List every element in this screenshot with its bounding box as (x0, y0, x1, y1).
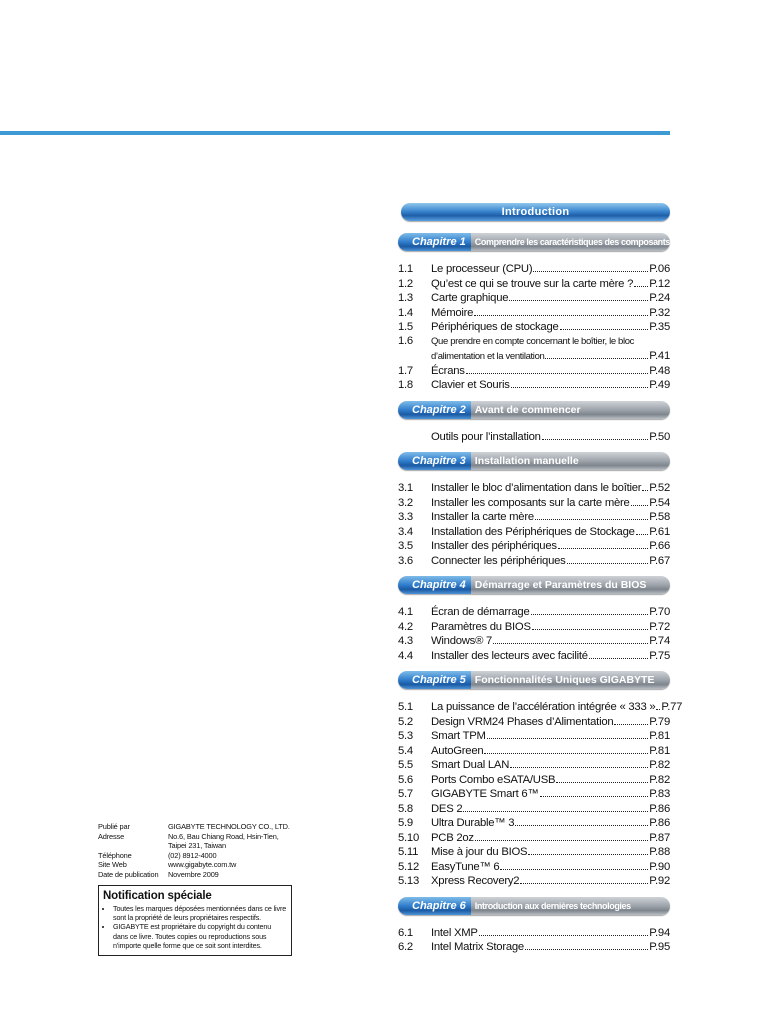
dot-leader (500, 860, 648, 870)
entry-page: P.72 (649, 620, 670, 633)
entry-number: 3.2 (398, 496, 413, 509)
dot-leader (558, 539, 648, 549)
publication-label: Date de publication (98, 869, 159, 879)
notice-item: • Toutes les marques déposées mentionnées dans ce livre sont la propriété de leurs propriétaires respectifs. (113, 904, 287, 923)
entry-title: Intel Matrix Storage (431, 941, 524, 953)
chapter-title: Installation manuelle (474, 455, 579, 467)
toc-entry[interactable] (398, 831, 670, 846)
notice-list (103, 904, 287, 951)
toc-entry[interactable] (398, 816, 670, 831)
chapter-number: Chapitre 5 (398, 671, 471, 689)
entry-title: d’alimentation et la ventilation (431, 351, 545, 362)
entry-title: Carte graphique (431, 292, 509, 304)
entry-title: Écrans (431, 364, 465, 377)
publication-value: (02) 8912-4000 (168, 850, 217, 860)
chapter-list (398, 233, 683, 955)
dot-leader (531, 605, 649, 615)
toc-entry[interactable] (398, 649, 670, 664)
dot-leader (631, 496, 649, 506)
chapter-5-banner[interactable] (398, 671, 670, 689)
entry-page: P.49 (649, 379, 670, 391)
entry-number: 5.4 (398, 744, 413, 757)
table-of-contents (398, 203, 683, 963)
publication-label: Publié par (98, 822, 130, 831)
entry-number: 1.3 (398, 292, 413, 304)
toc-entry[interactable] (398, 320, 670, 335)
publication-table (98, 822, 292, 880)
chapter-3-entries (398, 481, 670, 568)
toc-entry[interactable] (398, 700, 683, 715)
entry-page: P.12 (649, 277, 670, 290)
toc-entry[interactable] (398, 845, 670, 860)
publication-info (98, 822, 292, 956)
entry-number: 3.4 (398, 525, 413, 538)
entry-title: Windows® 7 (431, 635, 493, 647)
entry-number: 5.8 (398, 802, 413, 815)
entry-title: Installer des lecteurs avec facilité (431, 649, 588, 662)
chapter-title: Avant de commencer (474, 403, 581, 416)
toc-entry[interactable] (398, 874, 670, 889)
toc-entry[interactable] (398, 605, 670, 620)
toc-entry[interactable] (398, 496, 670, 511)
entry-title: Intel XMP (431, 926, 478, 939)
chapter-number: Chapitre 3 (398, 452, 471, 470)
entry-title: Design VRM24 Phases d’Alimentation (431, 715, 614, 728)
chapter-title: Fonctionnalités Uniques GIGABYTE (474, 674, 655, 686)
entry-number: 5.5 (398, 759, 413, 771)
toc-entry[interactable] (398, 306, 670, 321)
dot-leader (542, 430, 649, 440)
publication-value: No.6, Bau Chiang Road, Hsin-Tien, Taipei 231, Taiwan (168, 831, 279, 851)
entry-number: 4.4 (398, 649, 413, 662)
toc-entry[interactable] (398, 758, 670, 773)
toc-entry[interactable] (398, 277, 670, 292)
entry-number: 3.3 (398, 511, 413, 523)
special-notice-box (98, 885, 292, 956)
entry-title: Paramètres du BIOS (431, 620, 531, 633)
publication-label: Téléphone (98, 850, 132, 860)
chapter-5-entries (398, 700, 683, 889)
entry-number: 6.1 (398, 926, 413, 939)
dot-leader (510, 758, 648, 768)
entry-page: P.87 (649, 831, 670, 844)
entry-page: P.81 (649, 730, 670, 742)
entry-number: 1.4 (398, 306, 413, 319)
dot-leader (479, 926, 648, 936)
entry-page: P.75 (649, 649, 670, 662)
toc-entry[interactable] (398, 364, 670, 379)
entry-page: P.41 (649, 350, 670, 362)
entry-number: 3.6 (398, 554, 413, 567)
toc-entry[interactable] (398, 262, 670, 277)
entry-page: P.82 (649, 759, 670, 771)
toc-entry[interactable] (398, 554, 670, 569)
entry-title: GIGABYTE Smart 6™ (431, 788, 539, 800)
dot-leader (533, 262, 648, 272)
dot-leader (511, 378, 649, 388)
chapter-1-entries (398, 262, 670, 393)
dot-leader (520, 874, 648, 884)
chapter-2-banner[interactable] (398, 401, 670, 419)
publication-row (98, 832, 292, 851)
entry-title: Installer le bloc d’alimentation dans le boîtier (431, 482, 642, 494)
dot-leader (560, 320, 649, 330)
entry-page: P.70 (649, 606, 670, 618)
entry-page: P.86 (649, 802, 670, 815)
publication-label: Site Web (98, 860, 127, 870)
dot-leader (487, 729, 649, 739)
entry-number: 5.1 (398, 701, 413, 713)
entry-page: P.74 (649, 635, 670, 647)
toc-entry[interactable] (398, 729, 670, 744)
entry-page: P.77 (661, 701, 683, 713)
entry-title: DES 2 (431, 802, 463, 815)
introduction-banner[interactable] (401, 203, 670, 221)
chapter-4-entries (398, 605, 670, 663)
toc-entry[interactable] (398, 291, 670, 306)
toc-entry[interactable] (398, 539, 670, 554)
dot-leader (475, 831, 648, 841)
entry-page: P.32 (649, 306, 670, 319)
entry-title: Qu’est ce qui se trouve sur la carte mère ? (431, 277, 634, 290)
entry-page: P.94 (649, 926, 670, 939)
notice-title: Notification spéciale (103, 889, 212, 902)
entry-title: Que prendre en compte concernant le boîtier, le bloc (431, 335, 635, 347)
dot-leader (656, 700, 660, 710)
chapter-title: Comprendre les caractéristiques des composants (474, 237, 670, 247)
dot-leader (614, 715, 648, 725)
chapter-3-banner[interactable] (398, 452, 670, 470)
entry-title: Installer des périphériques (431, 540, 557, 552)
entry-number: 5.13 (398, 875, 419, 887)
entry-title: Xpress Recovery2 (431, 875, 520, 887)
toc-entry[interactable] (398, 773, 670, 788)
toc-entry[interactable] (398, 481, 670, 496)
publication-label: Adresse (98, 831, 125, 841)
dot-leader (532, 620, 648, 630)
dot-leader (484, 744, 648, 754)
chapter-title: Démarrage et Paramètres du BIOS (474, 579, 647, 591)
publication-value: www.gigabyte.com.tw (168, 860, 237, 870)
dot-leader (642, 481, 648, 491)
entry-number: 5.6 (398, 773, 413, 786)
entry-number: 6.2 (398, 941, 413, 953)
entry-page: P.82 (649, 773, 670, 786)
toc-entry[interactable] (398, 620, 670, 635)
entry-page: P.66 (649, 540, 670, 552)
chapter-title: Introduction aux dernières technologies (474, 900, 631, 911)
toc-entry[interactable] (398, 430, 670, 445)
dot-leader (493, 634, 648, 644)
entry-number: 3.5 (398, 540, 413, 552)
chapter-number: Chapitre 6 (398, 897, 471, 915)
entry-number: 4.2 (398, 620, 413, 633)
entry-number: 5.11 (398, 846, 419, 858)
entry-number: 4.1 (398, 606, 413, 618)
dot-leader (636, 525, 649, 535)
dot-leader (509, 291, 648, 301)
entry-title: Installer la carte mère (431, 511, 534, 523)
toc-entry[interactable] (398, 335, 670, 350)
entry-page: P.81 (649, 744, 670, 757)
toc-entry[interactable] (398, 715, 670, 730)
entry-number: 1.5 (398, 321, 413, 333)
header-rule (0, 131, 670, 135)
entry-number: 5.3 (398, 730, 413, 742)
entry-number: 5.12 (398, 860, 419, 873)
entry-number: 5.7 (398, 788, 413, 800)
publication-row (98, 860, 292, 870)
entry-number: 5.10 (398, 831, 419, 844)
dot-leader (474, 306, 648, 316)
dot-leader (634, 277, 648, 287)
entry-page: P.90 (649, 860, 670, 873)
entry-page: P.48 (649, 364, 670, 377)
entry-title: Écran de démarrage (431, 606, 530, 618)
toc-entry[interactable] (398, 860, 670, 875)
dot-leader (463, 802, 648, 812)
dot-leader (556, 773, 648, 783)
entry-title: EasyTune™ 6 (431, 860, 500, 873)
entry-title: Clavier et Souris (431, 379, 510, 391)
entry-page: P.58 (649, 511, 670, 523)
entry-number: 5.2 (398, 715, 413, 728)
entry-number: 3.1 (398, 482, 413, 494)
introduction-label: Introduction (501, 206, 570, 218)
entry-title: Périphériques de stockage (431, 321, 559, 333)
dot-leader (589, 649, 648, 659)
dot-leader (545, 349, 648, 359)
publication-value: Novembre 2009 (168, 869, 219, 879)
entry-title: La puissance de l’accélération intégrée « 333 » (431, 701, 656, 713)
toc-entry[interactable] (398, 787, 670, 802)
entry-title: Ultra Durable™ 3 (431, 817, 515, 829)
entry-title: Smart Dual LAN (431, 759, 510, 771)
toc-entry[interactable] (398, 940, 670, 955)
toc-entry[interactable] (398, 525, 670, 540)
toc-entry[interactable] (398, 802, 670, 817)
chapter-4-banner[interactable] (398, 576, 670, 594)
notice-item: • GIGABYTE est propriétaire du copyright du contenu dans ce livre. Toutes copies ou reproductions sous n'importe quelle forme que ce soit sont interdites. (113, 922, 287, 950)
entry-page: P.54 (649, 496, 670, 509)
dot-leader (515, 816, 648, 826)
entry-page: P.35 (649, 321, 670, 333)
toc-entry[interactable] (398, 378, 670, 393)
dot-leader (525, 940, 648, 950)
toc-entry[interactable] (398, 926, 670, 941)
chapter-2-entries (398, 430, 670, 445)
chapter-6-entries (398, 926, 670, 955)
publication-value: GIGABYTE TECHNOLOGY CO., LTD. (168, 822, 290, 831)
entry-page: P.83 (649, 788, 670, 800)
dot-leader (567, 554, 649, 564)
chapter-number: Chapitre 4 (398, 576, 471, 594)
toc-entry[interactable] (398, 349, 670, 364)
chapter-1-banner[interactable] (398, 233, 670, 251)
entry-page: P.88 (649, 846, 670, 858)
entry-number: 1.2 (398, 277, 413, 290)
toc-entry[interactable] (398, 744, 670, 759)
chapter-6-banner[interactable] (398, 897, 670, 915)
entry-title: Smart TPM (431, 730, 486, 742)
entry-number: 1.1 (398, 263, 413, 275)
entry-page: P.92 (649, 875, 670, 887)
dot-leader (466, 364, 649, 374)
dot-leader (540, 787, 649, 797)
entry-page: P.95 (649, 941, 670, 953)
entry-page: P.79 (649, 715, 670, 728)
entry-title: Mise à jour du BIOS (431, 846, 528, 858)
entry-page: P.06 (649, 263, 670, 275)
chapter-number: Chapitre 1 (398, 233, 471, 251)
entry-number: 4.3 (398, 635, 413, 647)
publication-row (98, 851, 292, 861)
entry-page: P.61 (649, 525, 670, 538)
entry-page: P.67 (649, 554, 670, 567)
toc-entry[interactable] (398, 634, 670, 649)
entry-title: Outils pour l’installation (431, 430, 541, 443)
entry-number: 1.7 (398, 364, 413, 377)
entry-page: P.52 (649, 482, 670, 494)
entry-title: Connecter les périphériques (431, 554, 566, 567)
dot-leader (535, 510, 648, 520)
entry-page: P.24 (649, 292, 670, 304)
entry-title: Mémoire (431, 306, 474, 319)
entry-page: P.50 (649, 430, 670, 443)
toc-entry[interactable] (398, 510, 670, 525)
entry-title: Le processeur (CPU) (431, 263, 533, 275)
entry-number: 5.9 (398, 817, 413, 829)
entry-title: Installer les composants sur la carte mère (431, 496, 630, 509)
dot-leader (528, 845, 648, 855)
entry-number: 1.8 (398, 379, 413, 391)
entry-title: Ports Combo eSATA/USB (431, 773, 556, 786)
entry-title: AutoGreen (431, 744, 484, 757)
entry-number: 1.6 (398, 334, 413, 347)
entry-title: PCB 2oz (431, 831, 474, 844)
publication-row (98, 822, 292, 832)
publication-row (98, 870, 292, 880)
chapter-number: Chapitre 2 (398, 401, 471, 419)
entry-page: P.86 (649, 817, 670, 829)
entry-title: Installation des Périphériques de Stockage (431, 525, 635, 538)
